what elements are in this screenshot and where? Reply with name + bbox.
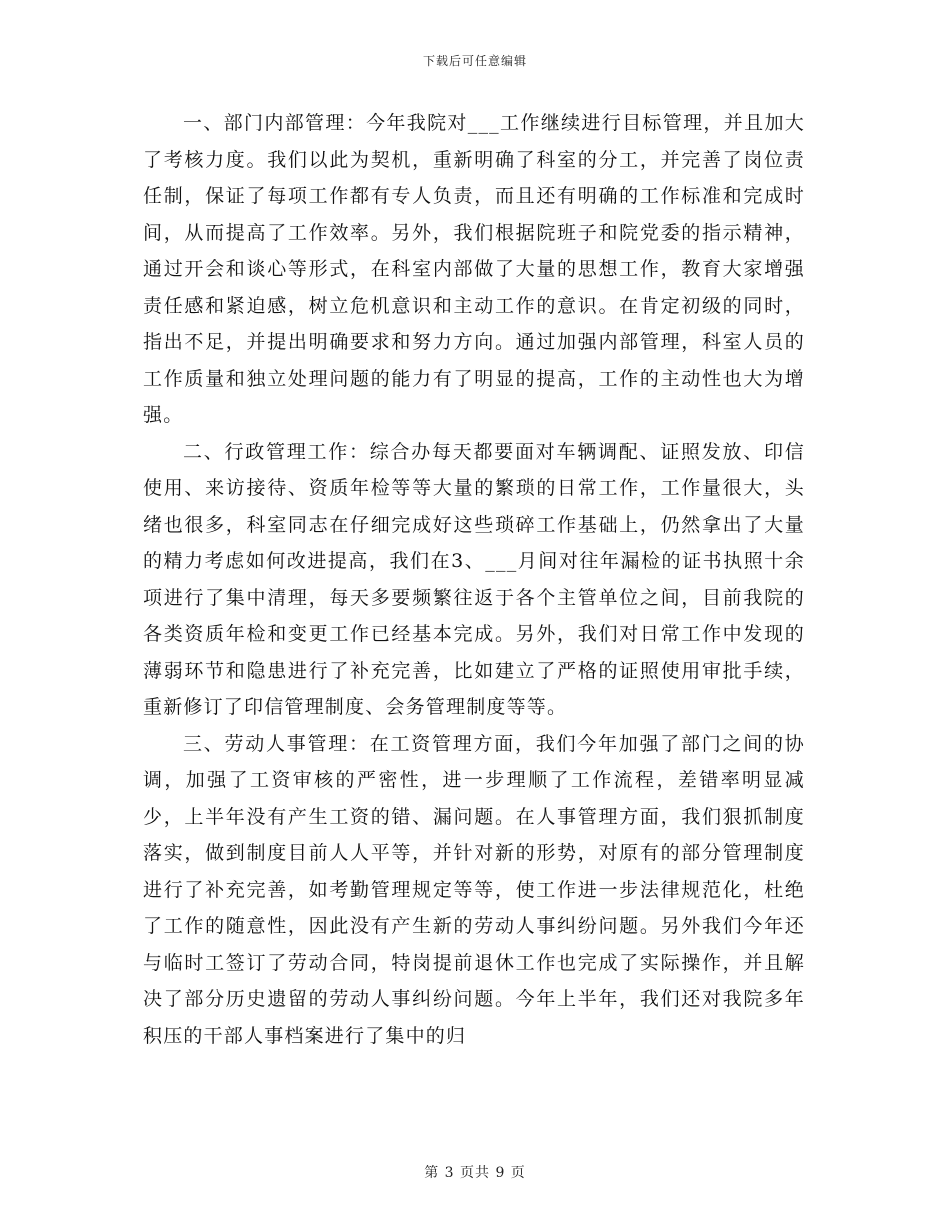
page-number: 第 3 页共 9 页 <box>424 1165 526 1181</box>
document-body <box>143 105 805 1054</box>
paragraph-personnel-management: 三、劳动人事管理：在工资管理方面，我们今年加强了部门之间的协调，加强了工资审核的严密性，进一步理顺了工作流程，差错率明显减少，上半年没有产生工资的错、漏问题。在人事管理方面，我们狠抓制度落实，做到制度目前人人平等，并针对新的形势，对原有的部分管理制度进行了补充完善，如考勤管理规定等等，使工作进一步法律规范化，杜绝了工作的随意性，因此没有产生新的劳动人事纠纷问题。另外我们今年还与临时工签订了劳动合同，特岗提前退休工作也完成了实际操作，并且解决了部分历史遗留的劳动人事纠纷问题。今年上半年，我们还对我院多年积压的干部人事档案进行了集中的归 <box>143 732 805 1047</box>
page-header: 下载后可任意编辑 <box>422 54 527 68</box>
paragraph-administrative-management: 二、行政管理工作：综合办每天都要面对车辆调配、证照发放、印信使用、来访接待、资质年检等等大量的繁琐的日常工作，工作量很大，头绪也很多，科室同志在仔细完成好这些琐碎工作基础上，仍然拿出了大量的精力考虑如何改进提高，我们在3、___月间对往年漏检的证书执照十余项进行了集中清理，每天多要频繁往返于各个主管单位之间，目前我院的各类资质年检和变更工作已经基本完成。另外，我们对日常工作中发现的薄弱环节和隐患进行了补充完善，比如建立了严格的证照使用审批手续，重新修订了印信管理制度、会务管理制度等等。 <box>143 440 805 718</box>
paragraph-department-management: 一、部门内部管理：今年我院对___工作继续进行目标管理，并且加大了考核力度。我们以此为契机，重新明确了科室的分工，并完善了岗位责任制，保证了每项工作都有专人负责，而且还有明确的工作标准和完成时间，从而提高了工作效率。另外，我们根据院班子和院党委的指示精神，通过开会和谈心等形式，在科室内部做了大量的思想工作，教育大家增强责任感和紧迫感，树立危机意识和主动工作的意识。在肯定初级的同时，指出不足，并提出明确要求和努力方向。通过加强内部管理，科室人员的工作质量和独立处理问题的能力有了明显的提高，工作的主动性也大为增强。 <box>143 112 805 426</box>
